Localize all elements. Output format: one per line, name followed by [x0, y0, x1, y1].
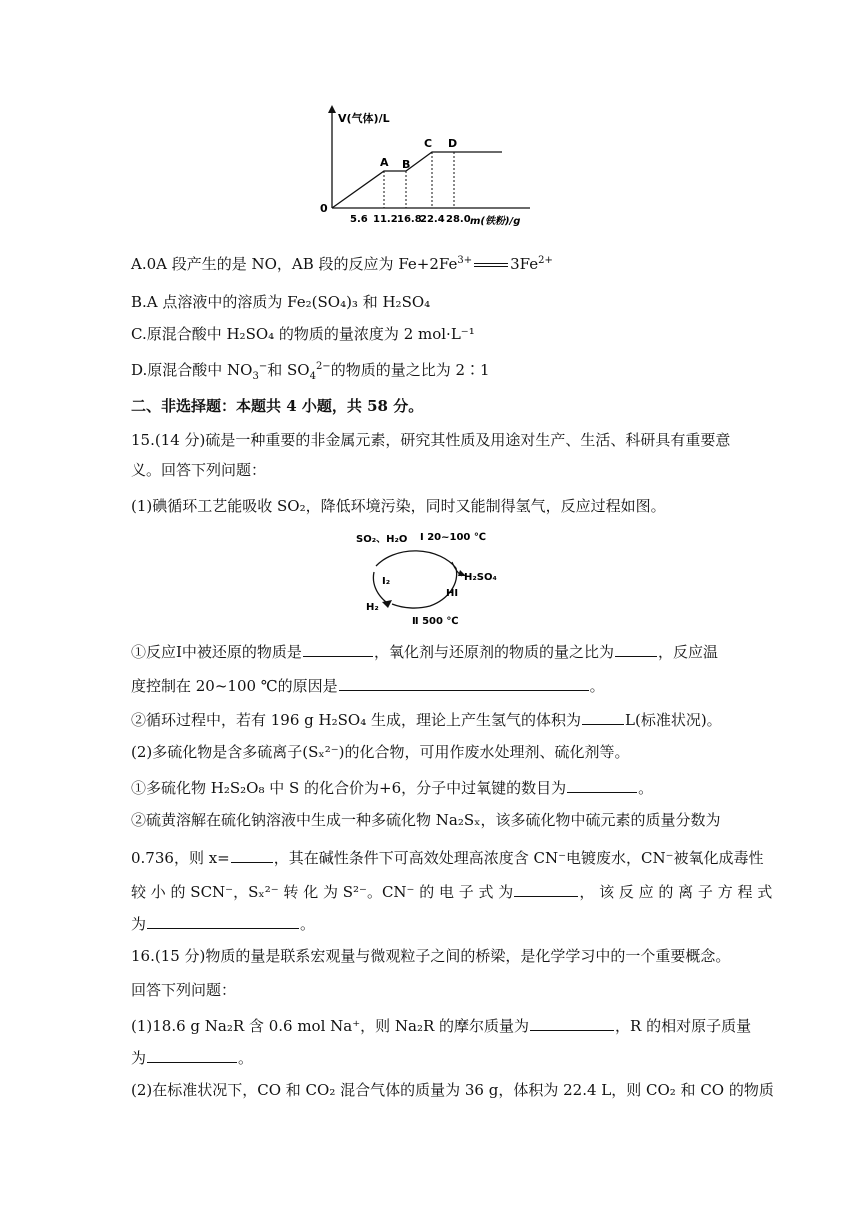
volume-curve	[332, 152, 502, 208]
point-label-d: D	[448, 137, 458, 150]
point-label-b: B	[402, 158, 411, 171]
volume-mass-graph	[318, 100, 548, 230]
answer-blank[interactable]	[530, 1014, 614, 1031]
answer-blank[interactable]	[231, 846, 273, 863]
cycle-arc-top	[376, 551, 456, 568]
q15-sub5: 0.736，则 x= ，其在碱性条件下可高效处理高浓度含 CN⁻电镀废水，CN⁻被氧化成毒性	[131, 846, 764, 868]
option-a: A.0A 段产生的是 NO，AB 段的反应为 $Fe+2Fe^{3+}$ $3Fe^{2+}$	[131, 255, 553, 273]
cycle-h2: H₂	[366, 602, 379, 613]
option-b: B.A 点溶液中的溶质为 Fe₂(SO₄)₃ 和 H₂SO₄	[131, 293, 431, 311]
option-d: D.原混合酸中 $NO_3^-$和 $SO_4^{2-}$的物质的量之比为 2∶1	[131, 361, 490, 382]
section-heading: 二、非选择题：本题共 4 小题，共 58 分。	[131, 397, 424, 415]
option-c: C.原混合酸中 H₂SO₄ 的物质的量浓度为 2 mol·L⁻¹	[131, 325, 475, 343]
tick-label: 22.4	[420, 214, 445, 225]
tick-label: 16.8	[397, 214, 422, 225]
q16-line2: 回答下列问题：	[131, 981, 237, 999]
q16-line1: 16.(15 分)物质的量是联系宏观量与微观粒子之间的桥梁，是化学学习中的一个重要概念。	[131, 947, 731, 965]
q15-line1: 15.(14 分)硫是一种重要的非金属元素，研究其性质及用途对生产、生活、科研具有重要意	[131, 431, 731, 449]
q15-line2: 义。回答下列问题：	[131, 461, 267, 479]
cycle-reactants: SO₂、H₂O	[356, 534, 408, 545]
cycle-step-1: Ⅰ 20~100 ℃	[420, 532, 486, 543]
cycle-step-2: Ⅱ 500 ℃	[412, 616, 459, 627]
x-axis-label: m(铁粉)/g	[470, 216, 521, 227]
y-axis-arrow	[328, 105, 336, 113]
answer-blank[interactable]	[582, 708, 624, 725]
q16-sub1: (1)18.6 g Na₂R 含 0.6 mol Na⁺，则 Na₂R 的摩尔质量为 ，R 的相对原子质量	[131, 1014, 751, 1036]
tick-label: 5.6	[350, 214, 368, 225]
answer-blank[interactable]	[615, 640, 657, 657]
answer-blank[interactable]	[514, 880, 578, 897]
cycle-arc-bottom	[392, 604, 430, 608]
q16-sub1-cont: 为 。	[131, 1046, 253, 1068]
q15-sub1-cont: 度控制在 20~100 ℃的原因是 。	[131, 674, 605, 696]
q15-part2: (2)多硫化物是含多硫离子(Sₓ²⁻)的化合物，可用作废水处理剂、硫化剂等。	[131, 743, 630, 761]
tick-label: 11.2	[373, 214, 398, 225]
answer-blank[interactable]	[339, 674, 589, 691]
answer-blank[interactable]	[567, 776, 637, 793]
point-label-a: A	[380, 156, 389, 169]
arrow-head-left	[382, 600, 392, 608]
tick-label: 28.0	[446, 214, 471, 225]
iodine-cycle-diagram	[352, 526, 512, 628]
q15-sub4: ②硫黄溶解在硫化钠溶液中生成一种多硫化物 Na₂Sₓ，该多硫化物中硫元素的质量分数为	[131, 811, 721, 829]
q15-sub2: ②循环过程中，若有 196 g H₂SO₄ 生成，理论上产生氢气的体积为 L(标准状况)。	[131, 708, 722, 730]
cycle-hi: HI	[446, 588, 459, 599]
cycle-arc-right	[430, 568, 457, 606]
q15-sub7: 为 。	[131, 912, 315, 934]
answer-blank[interactable]	[147, 1046, 237, 1063]
cycle-i2: I₂	[382, 576, 391, 587]
origin-label: 0	[320, 202, 328, 215]
q15-part1: (1)碘循环工艺能吸收 SO₂，降低环境污染，同时又能制得氢气，反应过程如图。	[131, 497, 666, 515]
y-axis-label: V(气体)/L	[338, 112, 390, 125]
q16-sub2: (2)在标准状况下，CO 和 CO₂ 混合气体的质量为 36 g，体积为 22.4 L，则 CO₂ 和 CO 的物质	[131, 1081, 774, 1099]
q15-sub6: 较 小 的 SCN⁻，Sₓ²⁻ 转 化 为 S²⁻。CN⁻ 的 电 子 式 为 ， 该 反 应 的 离 子 方 程 式	[131, 880, 772, 902]
q15-sub1: ①反应Ⅰ中被还原的物质是 ，氧化剂与还原剂的物质的量之比为 ，反应温	[131, 640, 718, 662]
q15-sub3: ①多硫化物 H₂S₂O₈ 中 S 的化合价为+6，分子中过氧键的数目为 。	[131, 776, 653, 798]
answer-blank[interactable]	[303, 640, 373, 657]
point-label-c: C	[424, 137, 433, 150]
equals-sign	[474, 263, 508, 267]
cycle-product-h2so4: H₂SO₄	[464, 572, 497, 583]
answer-blank[interactable]	[147, 912, 299, 929]
